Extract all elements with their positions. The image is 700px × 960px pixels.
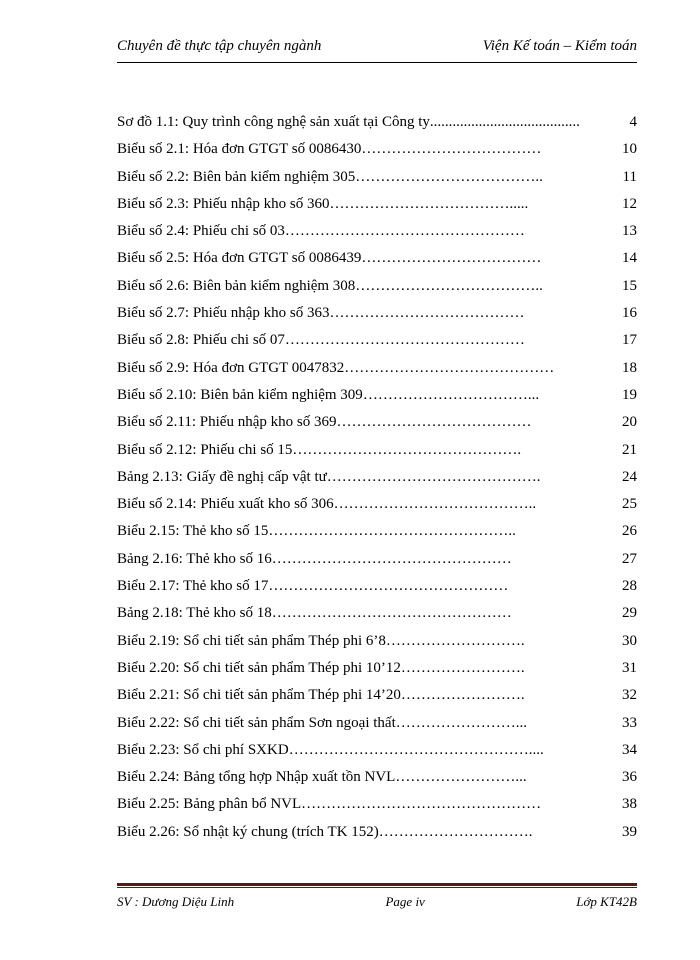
toc-entry xyxy=(117,387,637,414)
toc-entry-leader: ........................................ xyxy=(429,114,580,130)
footer-divider-thin xyxy=(117,887,637,888)
toc-entry-title: Biểu số 2.10: Biên bản kiểm nghiệm 309 xyxy=(117,386,363,403)
toc-entry-page: 11 xyxy=(622,168,637,185)
toc-entry-leader: ……………………………… xyxy=(361,250,542,267)
toc-entry-title: Biểu 2.26: Sổ nhật ký chung (trích TK 152) xyxy=(117,823,379,840)
toc-entry-title: Biểu 2.19: Sổ chi tiết sản phẩm Thép phi 6’8 xyxy=(117,632,386,649)
toc-entry-page: 16 xyxy=(622,305,637,322)
toc-entry xyxy=(117,769,637,796)
toc-entry-leader: ………………………………………… xyxy=(301,796,542,813)
toc-entry-leader: ………………………………………… xyxy=(268,578,509,595)
toc-entry-leader: …………………………. xyxy=(378,823,533,840)
toc-entry xyxy=(117,824,637,851)
toc-entry-page: 12 xyxy=(622,195,637,212)
toc-entry-page: 36 xyxy=(622,769,637,786)
toc-entry-leader: ………………………. xyxy=(385,632,525,649)
toc-entry-page: 29 xyxy=(622,605,637,622)
toc-entry-leader: ………………………………………. xyxy=(292,441,522,458)
toc-entry-leader: ………………………………………… xyxy=(271,605,512,622)
toc-entry-page: 4 xyxy=(629,114,637,130)
toc-entry xyxy=(117,141,637,168)
footer-class: Lớp KT42B xyxy=(576,894,637,909)
toc-entry-leader: ……………………………….. xyxy=(355,277,543,294)
header-divider xyxy=(117,62,637,63)
table-of-contents xyxy=(117,114,637,851)
toc-entry xyxy=(117,660,637,687)
toc-entry xyxy=(117,742,637,769)
toc-entry xyxy=(117,633,637,660)
footer-student: SV : Dương Diệu Linh xyxy=(117,894,235,909)
toc-entry-page: 17 xyxy=(622,332,637,349)
toc-entry-title: Sơ đồ 1.1: Quy trình công nghệ sản xuất tại Công ty xyxy=(117,114,430,130)
toc-entry-title: Biểu số 2.3: Phiếu nhập kho số 360 xyxy=(117,195,330,212)
toc-entry-leader: ………………………………..... xyxy=(329,195,529,212)
toc-entry-page: 24 xyxy=(622,468,637,485)
toc-entry-page: 28 xyxy=(622,578,637,595)
toc-entry-title: Biểu 2.20: Sổ chi tiết sản phẩm Thép phi 10’12 xyxy=(117,659,401,676)
toc-entry xyxy=(117,223,637,250)
toc-entry-leader: ………………………………………… xyxy=(271,550,512,567)
toc-entry-leader: ……………………... xyxy=(395,714,527,731)
toc-entry-title: Biểu số 2.11: Phiếu nhập kho số 369 xyxy=(117,414,337,431)
toc-entry xyxy=(117,278,637,305)
footer-divider xyxy=(117,883,637,886)
toc-entry-title: Biểu 2.22: Sổ chi tiết sản phẩm Sơn ngoại thất xyxy=(117,714,396,731)
toc-entry-leader: ………………………………………… xyxy=(284,332,525,349)
toc-entry xyxy=(117,305,637,332)
toc-entry-page: 33 xyxy=(622,714,637,731)
toc-entry-page: 39 xyxy=(622,823,637,840)
toc-entry-leader: ………………………………….. xyxy=(333,496,537,513)
toc-entry xyxy=(117,469,637,496)
toc-entry-page: 34 xyxy=(622,741,637,758)
header-left-title: Chuyên đề thực tập chuyên ngành xyxy=(117,38,322,54)
toc-entry-page: 13 xyxy=(622,223,637,240)
toc-entry-title: Biểu 2.15: Thẻ kho số 15 xyxy=(117,523,269,540)
toc-entry xyxy=(117,414,637,441)
toc-entry-leader: ……………………... xyxy=(395,769,527,786)
page-header xyxy=(117,38,637,55)
toc-entry-title: Biểu số 2.2: Biên bản kiểm nghiệm 305 xyxy=(117,168,356,185)
toc-entry-title: Bảng 2.13: Giấy đề nghị cấp vật tư xyxy=(117,468,327,485)
toc-entry xyxy=(117,442,637,469)
toc-entry-title: Biểu số 2.9: Hóa đơn GTGT 0047832 xyxy=(117,359,345,376)
toc-entry-page: 31 xyxy=(622,659,637,676)
toc-entry-title: Biểu 2.23: Sổ chi phí SXKD xyxy=(117,741,289,758)
toc-entry-page: 27 xyxy=(622,550,637,567)
toc-entry-page: 25 xyxy=(622,496,637,513)
toc-entry-page: 20 xyxy=(622,414,637,431)
toc-entry-title: Biểu số 2.4: Phiếu chi số 03 xyxy=(117,223,285,240)
toc-entry-title: Biểu 2.24: Bảng tổng hợp Nhập xuất tồn NVL xyxy=(117,769,396,786)
toc-entry-page: 30 xyxy=(622,632,637,649)
toc-entry xyxy=(117,496,637,523)
toc-entry-title: Biểu số 2.7: Phiếu nhập kho số 363 xyxy=(117,305,330,322)
toc-entry-title: Bảng 2.16: Thẻ kho số 16 xyxy=(117,550,272,567)
page-footer xyxy=(117,894,637,910)
toc-entry-title: Bảng 2.18: Thẻ kho số 18 xyxy=(117,605,272,622)
toc-entry-page: 26 xyxy=(622,523,637,540)
toc-entry-leader: ……………………. xyxy=(400,659,525,676)
toc-entry-title: Biểu 2.25: Bảng phân bổ NVL xyxy=(117,796,302,813)
toc-entry-title: Biểu số 2.12: Phiếu chi số 15 xyxy=(117,441,293,458)
toc-entry-page: 15 xyxy=(622,277,637,294)
toc-entry-title: Biểu số 2.1: Hóa đơn GTGT số 0086430 xyxy=(117,141,362,158)
toc-entry-page: 38 xyxy=(622,796,637,813)
toc-entry-leader: ……………………………….. xyxy=(355,168,543,185)
toc-entry-leader: …………………………………… xyxy=(344,359,555,376)
toc-entry xyxy=(117,687,637,714)
toc-entry-page: 14 xyxy=(622,250,637,267)
header-right-title: Viện Kế toán – Kiểm toán xyxy=(482,38,637,54)
toc-entry-title: Biểu số 2.6: Biên bản kiểm nghiệm 308 xyxy=(117,277,356,294)
toc-entry-leader: ………………………………………….. xyxy=(268,523,516,540)
footer-page-number: Page iv xyxy=(385,894,425,909)
toc-entry xyxy=(117,551,637,578)
toc-entry-title: Biểu số 2.5: Hóa đơn GTGT số 0086439 xyxy=(117,250,362,267)
toc-entry xyxy=(117,578,637,605)
toc-entry-page: 10 xyxy=(622,141,637,158)
toc-entry xyxy=(117,715,637,742)
toc-entry-leader: ………………………………… xyxy=(329,305,525,322)
toc-entry xyxy=(117,605,637,632)
toc-entry xyxy=(117,196,637,223)
toc-entry xyxy=(117,114,637,141)
toc-entry-page: 32 xyxy=(622,687,637,704)
toc-entry-page: 18 xyxy=(622,359,637,376)
toc-entry xyxy=(117,360,637,387)
toc-entry-leader: ……………………. xyxy=(400,687,525,704)
toc-entry-title: Biểu số 2.14: Phiếu xuất kho số 306 xyxy=(117,496,334,513)
toc-entry-leader: ………………………………… xyxy=(336,414,532,431)
toc-entry-page: 21 xyxy=(622,441,637,458)
toc-entry-leader: ……………………………………. xyxy=(326,468,541,485)
toc-entry xyxy=(117,523,637,550)
toc-entry xyxy=(117,250,637,277)
toc-entry xyxy=(117,169,637,196)
toc-entry-page: 19 xyxy=(622,386,637,403)
toc-entry xyxy=(117,796,637,823)
toc-entry-leader: ………………………………………….... xyxy=(288,741,544,758)
toc-entry-title: Biểu 2.21: Sổ chi tiết sản phẩm Thép phi 14’20 xyxy=(117,687,401,704)
toc-entry xyxy=(117,332,637,359)
toc-entry-title: Biểu 2.17: Thẻ kho số 17 xyxy=(117,578,269,595)
toc-entry-leader: ……………………………... xyxy=(362,386,540,403)
toc-entry-leader: ……………………………… xyxy=(361,141,542,158)
toc-entry-leader: ………………………………………… xyxy=(284,223,525,240)
toc-entry-title: Biểu số 2.8: Phiếu chi số 07 xyxy=(117,332,285,349)
